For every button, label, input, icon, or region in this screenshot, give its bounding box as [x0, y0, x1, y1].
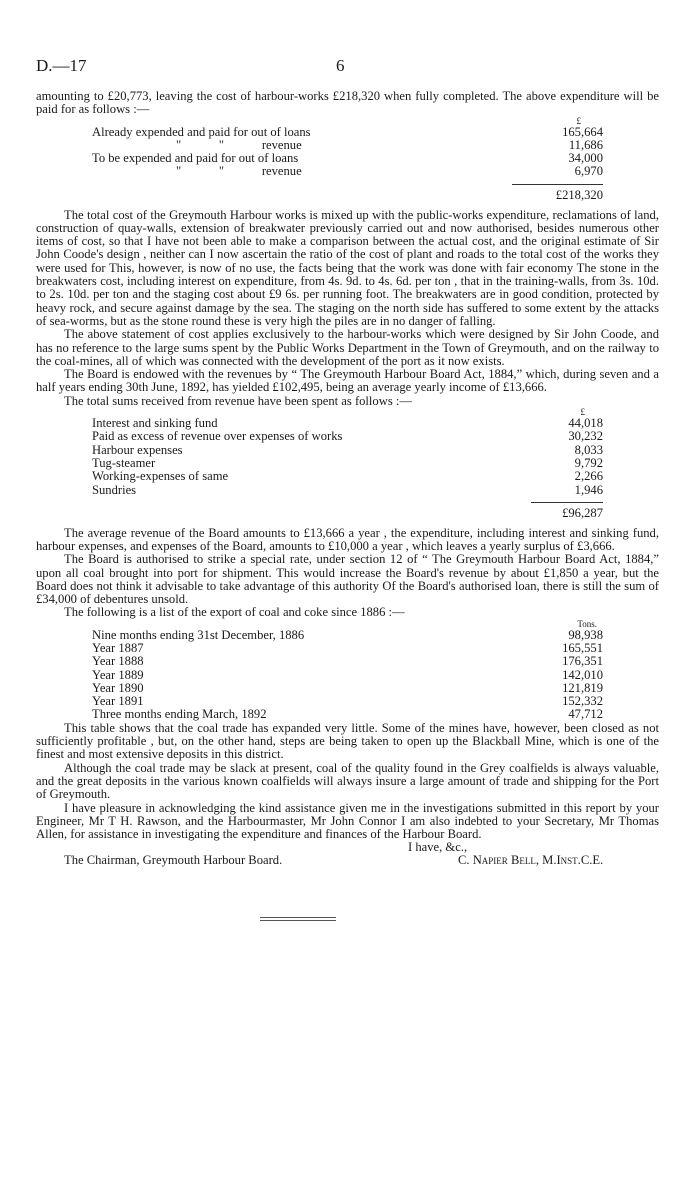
table3-unit: Tons. [577, 618, 597, 629]
signature: C. Napier Bell, M.Inst.C.E. [458, 853, 604, 868]
row-amount: 98,938 [568, 627, 603, 642]
row-label: Harbour expenses [92, 442, 183, 457]
row-amount: 176,351 [562, 654, 603, 669]
page-header [36, 56, 659, 76]
table-row [92, 629, 603, 642]
loan-revenue-table [92, 117, 603, 203]
row-amount: 2,266 [574, 469, 603, 484]
row-amount: 30,232 [568, 429, 603, 444]
row-amount: 121,819 [562, 680, 603, 695]
end-rule-block [36, 869, 659, 929]
table-row [92, 152, 603, 165]
row-label: Sundries [92, 482, 137, 497]
row-label: Nine months ending 31st December, 1886 [92, 627, 305, 642]
end-rule [260, 917, 336, 918]
cost-paragraph: The total cost of the Greymouth Harbour works is mixed up with the public-works expenditure, reclamations of land, construction of quay-walls, extension of breakwater previously carried out and now authorised, besides numerous other items of cost, so that I have not been able to make a comparison between the actual cost, and the original estimate of Sir John Coode's design , neither can I now ascertain the ratio of the cost of plant and roads to the total cost of the works they were used for This, however, is now of no use, the facts being that the work was done with fair economy The stone in the breakwaters cost, including interest on expenditure, from 4s. 9d. to 4s. 6d. per ton , that in the training-walls, from 3s. 10d. to 2s. 10d. per ton and the staging cost about £9 6s. per running foot. The breakwaters are in good condition, protected by heavy rock, and secure against damage by the sea. The staging on the north side has suffered to some extent by the attacks of sea-worms, but as the stone round these is very high the piles are in no danger of falling. [36, 207, 659, 328]
row-label: Year 1890 [92, 680, 144, 695]
table-row [92, 139, 603, 152]
row-amount: 142,010 [562, 667, 603, 682]
table-row [92, 642, 603, 655]
row-label: " " revenue [176, 164, 302, 179]
row-amount: 47,712 [568, 707, 603, 722]
row-label: Already expended and paid for out of loans [92, 124, 311, 139]
row-label: Year 1888 [92, 654, 144, 669]
row-label: Year 1887 [92, 640, 144, 655]
row-label: To be expended and paid for out of loans [92, 151, 299, 166]
row-label: Interest and sinking fund [92, 416, 218, 431]
table-row [92, 695, 603, 708]
table2-unit: £ [580, 407, 585, 418]
trade-paragraph: This table shows that the coal trade has expanded very little. Some of the mines have, however, been closed as not sufficiently profitable , but, on the other hand, steps are being taken to open up the Blackball Mine, which is one of the finest and most extensive deposits in this district. [36, 720, 659, 762]
row-label: " " revenue [176, 137, 302, 152]
page-number: 6 [336, 56, 345, 75]
table-row [92, 444, 603, 457]
table-row [92, 417, 603, 430]
row-amount: 165,664 [562, 124, 603, 139]
addressee: The Chairman, Greymouth Harbour Board. [64, 853, 283, 868]
table-total-row [92, 185, 603, 203]
row-label: Year 1889 [92, 667, 144, 682]
row-amount: 11,686 [568, 137, 603, 152]
endowment-paragraph: The Board is endowed with the revenues by “ The Greymouth Harbour Board Act, 1884,” which, during seven and a half years ending 30th June, 1892, has yielded £102,495, being an average yearly income of £13,666. [36, 367, 659, 395]
row-amount: 44,018 [568, 416, 603, 431]
table-row [92, 655, 603, 668]
row-amount: 6,970 [574, 164, 603, 179]
export-list-intro-paragraph: The following is a list of the export of coal and coke since 1886 :— [64, 605, 405, 620]
acknowledgement-paragraph: I have pleasure in acknowledging the kind assistance given me in the investigations submitted in this report by your Engineer, Mr T H. Rawson, and the Harbourmaster, Mr John Connor I am also indebted to your Secretary, Mr Thomas Allen, for assistance in investigating the expenditure and finances of the Harbour Board. [36, 800, 659, 842]
row-amount: 34,000 [568, 151, 603, 166]
coal-export-table [92, 620, 603, 722]
row-amount: 165,551 [562, 640, 603, 655]
table-total: £218,320 [512, 185, 603, 203]
row-amount: 8,033 [574, 442, 603, 457]
closing-salutation: I have, &c., [408, 840, 468, 855]
slack-trade-paragraph: Although the coal trade may be slack at present, coal of the quality found in the Grey coalfields is always valuable, and the great deposits in the various known coalfields will always insure a large amount of trade and shipping for the Port of Greymouth. [36, 760, 659, 802]
table-row [92, 484, 603, 497]
closing-block [36, 841, 659, 869]
row-label: Tug-steamer [92, 455, 156, 470]
table-row [92, 457, 603, 470]
intro-paragraph: amounting to £20,773, leaving the cost of harbour-works £218,320 when fully completed. The above expenditure will be paid for as follows :— [36, 89, 659, 117]
row-label: Three months ending March, 1892 [92, 707, 267, 722]
table-row [92, 470, 603, 483]
row-label: Paid as excess of revenue over expenses of works [92, 429, 343, 444]
report-body [36, 90, 659, 929]
row-label: Year 1891 [92, 694, 144, 709]
spent-intro-paragraph: The total sums received from revenue have been spent as follows :— [64, 393, 412, 408]
document-reference: D.—17 [36, 56, 87, 75]
table-total-row [92, 503, 603, 521]
row-label: Working-expenses of same [92, 469, 229, 484]
table-row [92, 682, 603, 695]
special-rate-paragraph: The Board is authorised to strike a special rate, under section 12 of “ The Greymouth Harbour Board Act, 1884,” upon all coal brought into port for shipment. This would increase the Board's revenue by about £1,850 a year, but the Board does not think it advisable to take advantage of this authority Of the Board's authorised loan, there is still the sum of £34,000 of debentures unsold. [36, 552, 659, 607]
revenue-expenditure-table [92, 408, 603, 521]
table-row [92, 669, 603, 682]
row-amount: 1,946 [574, 482, 603, 497]
table-row [92, 430, 603, 443]
table-total: £96,287 [531, 503, 603, 521]
statement-paragraph: The above statement of cost applies exclusively to the harbour-works which were designed by Sir John Coode, and has no reference to the large sums spent by the Public Works Department in the Town of Greymouth, and on the railway to the coal-mines, all of which was connected with the development of the port as it now exists. [36, 327, 659, 368]
average-paragraph: The average revenue of the Board amounts to £13,666 a year , the expenditure, including interest and sinking fund, harbour expenses, and expenses of the Board, amounts to £10,000 a year , which leaves a yearly surplus of £3,666. [36, 525, 659, 553]
table1-unit: £ [576, 115, 581, 126]
table-row [92, 126, 603, 139]
table-row [92, 708, 603, 721]
end-rule [260, 920, 336, 921]
row-amount: 152,332 [562, 694, 603, 709]
row-amount: 9,792 [574, 455, 603, 470]
table-row [92, 165, 603, 178]
